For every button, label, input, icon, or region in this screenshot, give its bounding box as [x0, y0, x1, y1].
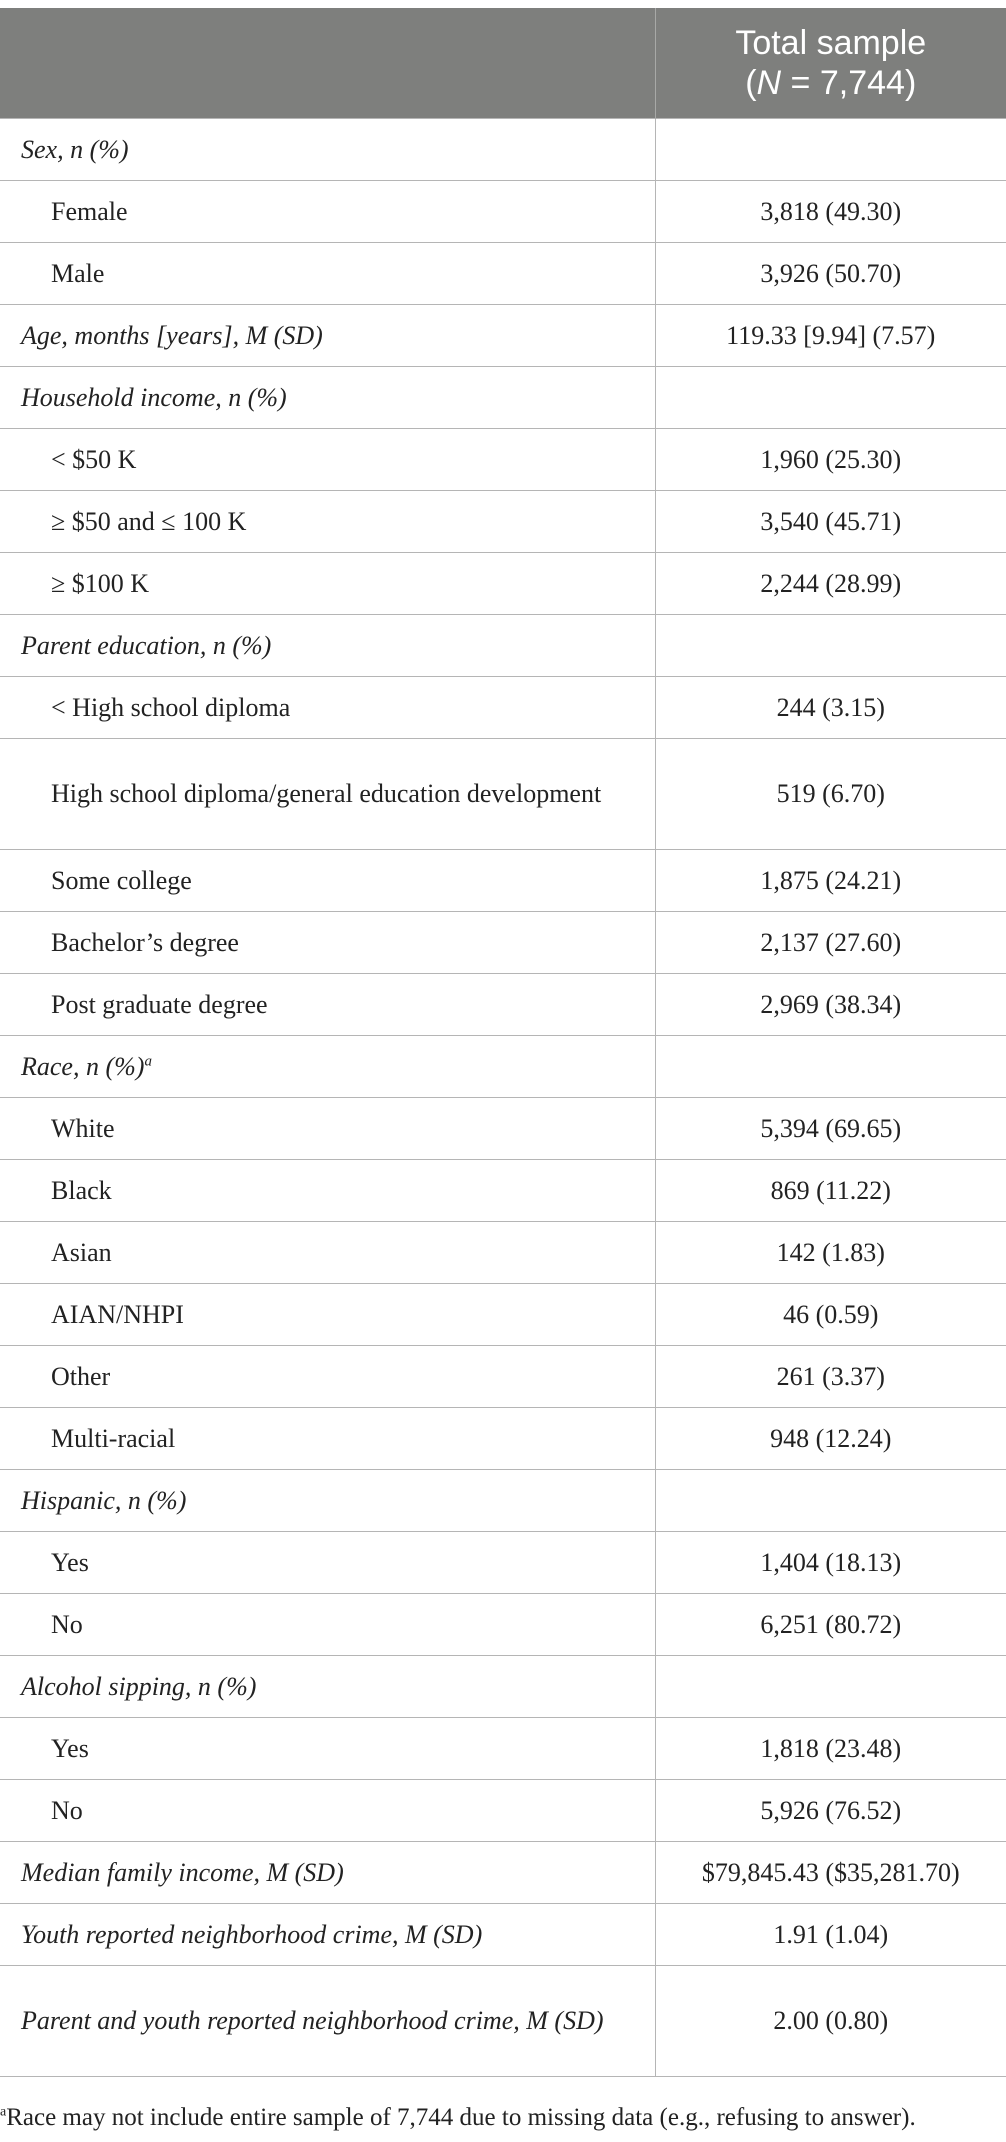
row-label-text: Race, n (%)	[21, 1051, 145, 1081]
row-item-label	[0, 850, 655, 912]
row-item-label	[0, 1780, 655, 1842]
row-item-label	[0, 429, 655, 491]
table-row	[0, 1470, 1006, 1532]
row-category-label	[0, 1966, 655, 2077]
table-row	[0, 1036, 1006, 1098]
row-value: 2,244 (28.99)	[655, 553, 1006, 615]
row-value: 5,394 (69.65)	[655, 1098, 1006, 1160]
row-item-label	[0, 553, 655, 615]
table-row	[0, 1718, 1006, 1780]
row-label-text: Parent education, n (%)	[21, 630, 272, 660]
demographics-table	[0, 8, 1006, 2077]
row-label-text: Alcohol sipping, n (%)	[21, 1671, 257, 1701]
table-row	[0, 1222, 1006, 1284]
table-row	[0, 677, 1006, 739]
row-value: $79,845.43 ($35,281.70)	[655, 1842, 1006, 1904]
row-item-label	[0, 1222, 655, 1284]
row-value: 261 (3.37)	[655, 1346, 1006, 1408]
row-category-label	[0, 1904, 655, 1966]
table-row	[0, 181, 1006, 243]
row-item-label	[0, 491, 655, 553]
row-label-text: No	[51, 1795, 83, 1825]
row-label-text: Yes	[51, 1733, 89, 1763]
row-value: 2,969 (38.34)	[655, 974, 1006, 1036]
row-label-text: Other	[51, 1361, 111, 1391]
header-n-symbol: N	[756, 64, 782, 102]
footnote-text: Race may not include entire sample of 7,744 due to missing data (e.g., refusing to answer).	[6, 2104, 916, 2131]
row-value	[655, 1656, 1006, 1718]
row-item-label	[0, 181, 655, 243]
row-value: 46 (0.59)	[655, 1284, 1006, 1346]
row-value	[655, 119, 1006, 181]
row-value: 2.00 (0.80)	[655, 1966, 1006, 2077]
table-row	[0, 615, 1006, 677]
row-value	[655, 367, 1006, 429]
table-row	[0, 553, 1006, 615]
row-value: 1,404 (18.13)	[655, 1532, 1006, 1594]
row-value: 6,251 (80.72)	[655, 1594, 1006, 1656]
table-row	[0, 1780, 1006, 1842]
row-value: 1,960 (25.30)	[655, 429, 1006, 491]
row-category-label	[0, 119, 655, 181]
row-item-label	[0, 1408, 655, 1470]
row-category-label	[0, 367, 655, 429]
table-row	[0, 367, 1006, 429]
row-label-text: Median family income, M (SD)	[21, 1857, 344, 1887]
row-value: 1,875 (24.21)	[655, 850, 1006, 912]
header-cell-blank	[0, 8, 655, 119]
row-value: 2,137 (27.60)	[655, 912, 1006, 974]
row-label-text: Black	[51, 1175, 112, 1205]
row-label-text: Asian	[51, 1237, 112, 1267]
row-item-label	[0, 974, 655, 1036]
row-label-text: Bachelor’s degree	[51, 927, 239, 957]
row-value: 1,818 (23.48)	[655, 1718, 1006, 1780]
row-value	[655, 615, 1006, 677]
row-value: 244 (3.15)	[655, 677, 1006, 739]
table-body	[0, 119, 1006, 2077]
table-row	[0, 974, 1006, 1036]
row-label-text: Sex, n (%)	[21, 134, 129, 164]
row-item-label	[0, 677, 655, 739]
demographics-table-container	[0, 8, 1006, 2077]
row-value: 3,818 (49.30)	[655, 181, 1006, 243]
table-row	[0, 1904, 1006, 1966]
table-row	[0, 1160, 1006, 1222]
row-label-text: Household income, n (%)	[21, 382, 287, 412]
table-row	[0, 1408, 1006, 1470]
row-value: 3,926 (50.70)	[655, 243, 1006, 305]
row-item-label	[0, 1160, 655, 1222]
row-label-text: Yes	[51, 1547, 89, 1577]
row-label-text: Male	[51, 258, 105, 288]
header-n-value: = 7,744)	[781, 64, 917, 102]
table-row	[0, 1532, 1006, 1594]
table-row	[0, 243, 1006, 305]
row-label-text: White	[51, 1113, 115, 1143]
row-label-text: < $50 K	[51, 444, 137, 474]
table-row	[0, 1656, 1006, 1718]
row-value: 119.33 [9.94] (7.57)	[655, 305, 1006, 367]
row-label-text: Female	[51, 196, 128, 226]
row-category-label	[0, 1842, 655, 1904]
row-label-text: ≥ $50 and ≤ 100 K	[51, 506, 247, 536]
row-value: 519 (6.70)	[655, 739, 1006, 850]
row-value: 142 (1.83)	[655, 1222, 1006, 1284]
row-category-label	[0, 615, 655, 677]
row-label-text: High school diploma/general education development	[51, 779, 602, 808]
row-value	[655, 1470, 1006, 1532]
table-row	[0, 1842, 1006, 1904]
row-footnote-marker: a	[144, 1052, 152, 1069]
row-category-label	[0, 1656, 655, 1718]
table-row	[0, 119, 1006, 181]
row-value: 3,540 (45.71)	[655, 491, 1006, 553]
row-label-text: Multi-racial	[51, 1423, 176, 1453]
row-label-text: AIAN/NHPI	[51, 1299, 184, 1329]
row-item-label	[0, 243, 655, 305]
row-item-label	[0, 1718, 655, 1780]
table-row	[0, 850, 1006, 912]
table-row	[0, 1098, 1006, 1160]
row-label-text: Some college	[51, 865, 192, 895]
row-category-label	[0, 1470, 655, 1532]
row-category-label	[0, 305, 655, 367]
row-label-text: < High school diploma	[51, 692, 291, 722]
header-sample-size: (N = 7,744)	[745, 64, 917, 102]
row-value: 869 (11.22)	[655, 1160, 1006, 1222]
table-row	[0, 739, 1006, 850]
table-row	[0, 429, 1006, 491]
row-item-label	[0, 1346, 655, 1408]
row-label-text: Age, months [years], M (SD)	[21, 320, 323, 350]
row-label-text: Parent and youth reported neighborhood crime, M (SD)	[21, 2006, 604, 2035]
row-value	[655, 1036, 1006, 1098]
row-value: 948 (12.24)	[655, 1408, 1006, 1470]
row-item-label	[0, 1594, 655, 1656]
table-row	[0, 1346, 1006, 1408]
row-category-label	[0, 1036, 655, 1098]
header-total-sample-label: Total sample	[735, 24, 927, 62]
row-label-text: Hispanic, n (%)	[21, 1485, 187, 1515]
row-item-label	[0, 1532, 655, 1594]
row-item-label	[0, 1098, 655, 1160]
row-label-text: ≥ $100 K	[51, 568, 150, 598]
row-value: 1.91 (1.04)	[655, 1904, 1006, 1966]
table-row	[0, 491, 1006, 553]
table-footnote	[0, 2101, 1006, 2135]
row-value: 5,926 (76.52)	[655, 1780, 1006, 1842]
table-row	[0, 305, 1006, 367]
table-row	[0, 1284, 1006, 1346]
footnote-marker: a	[0, 2104, 7, 2120]
header-cell-total-sample	[655, 8, 1006, 119]
table-row	[0, 1966, 1006, 2077]
table-row	[0, 912, 1006, 974]
row-label-text: No	[51, 1609, 83, 1639]
row-item-label	[0, 912, 655, 974]
table-header-row	[0, 8, 1006, 119]
table-row	[0, 1594, 1006, 1656]
row-item-label	[0, 739, 655, 850]
row-label-text: Post graduate degree	[51, 989, 268, 1019]
row-label-text: Youth reported neighborhood crime, M (SD)	[21, 1919, 483, 1949]
row-item-label	[0, 1284, 655, 1346]
